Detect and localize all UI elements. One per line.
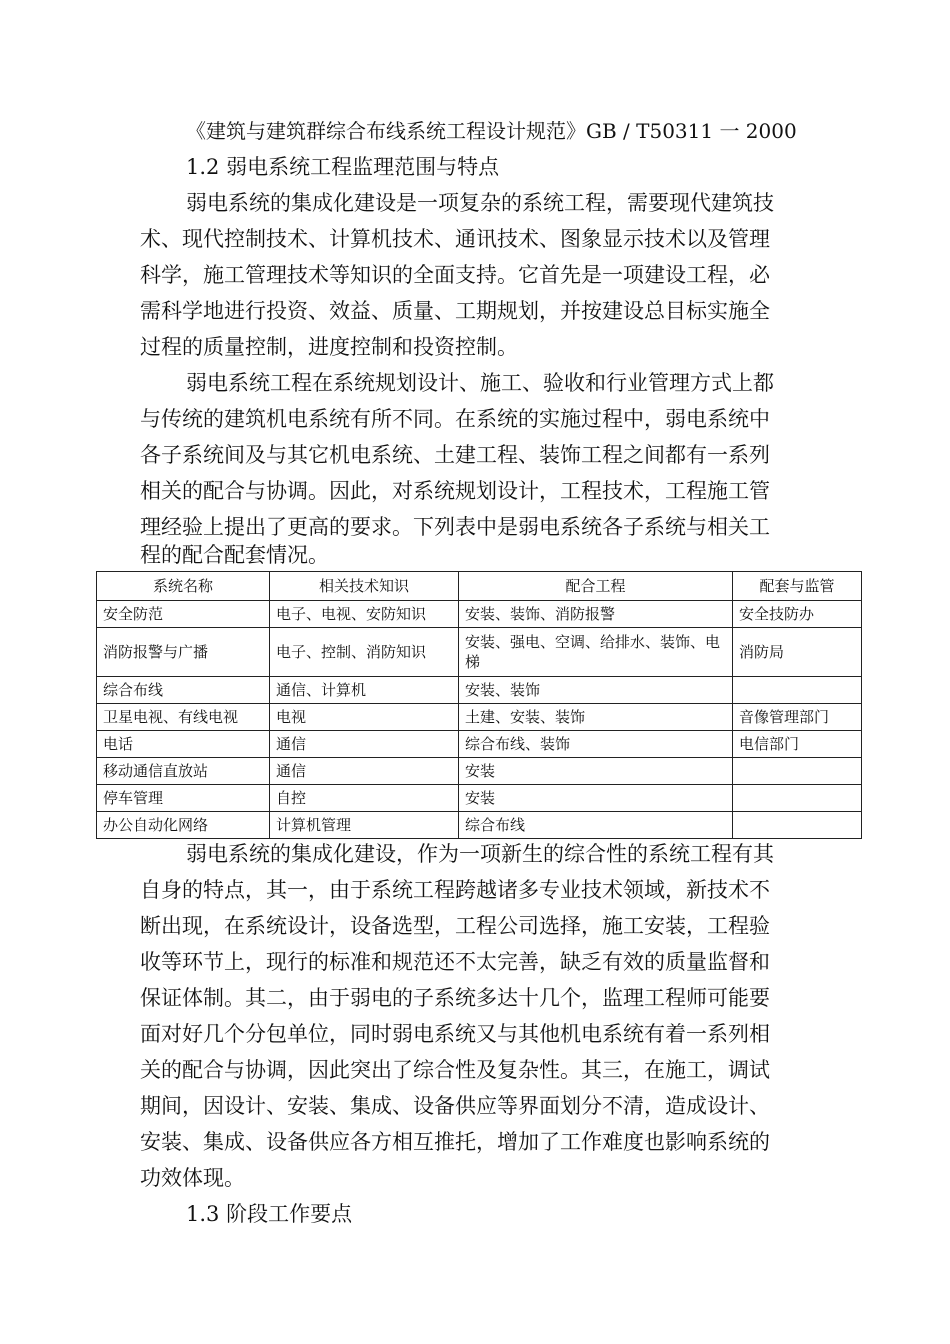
table-cell: 安装、装饰、消防报警 bbox=[459, 601, 733, 628]
table-cell: 安装、装饰 bbox=[459, 677, 733, 704]
table-cell: 综合布线、装饰 bbox=[459, 731, 733, 758]
table-cell: 移动通信直放站 bbox=[97, 758, 270, 785]
table-cell: 安装、强电、空调、给排水、装饰、电梯 bbox=[459, 628, 733, 677]
table-cell: 电视 bbox=[270, 704, 459, 731]
header-system-name: 系统名称 bbox=[97, 572, 270, 601]
paragraph-3-line: 自身的特点，其一，由于系统工程跨越诸多专业技术领域，新技术不 bbox=[140, 878, 770, 902]
paragraph-3-line: 功效体现。 bbox=[140, 1166, 245, 1190]
table-row bbox=[97, 704, 862, 731]
table-cell: 综合布线 bbox=[97, 677, 270, 704]
paragraph-2-line: 各子系统间及与其它机电系统、土建工程、装饰工程之间都有一系列 bbox=[140, 443, 770, 467]
table-row bbox=[97, 731, 862, 758]
paragraph-1-line: 过程的质量控制，进度控制和投资控制。 bbox=[140, 335, 518, 359]
table-row bbox=[97, 601, 862, 628]
table-cell bbox=[733, 758, 862, 785]
table-cell: 电子、控制、消防知识 bbox=[270, 628, 459, 677]
table-row bbox=[97, 758, 862, 785]
table-cell bbox=[733, 785, 862, 812]
table-cell: 综合布线 bbox=[459, 812, 733, 839]
paragraph-1-line: 需科学地进行投资、效益、质量、工期规划，并按建设总目标实施全 bbox=[140, 299, 770, 323]
table-cell: 安全技防办 bbox=[733, 601, 862, 628]
table-row bbox=[97, 785, 862, 812]
table-cell: 音像管理部门 bbox=[733, 704, 862, 731]
table-cell: 电子、电视、安防知识 bbox=[270, 601, 459, 628]
paragraph-3-line: 收等环节上，现行的标准和规范还不太完善，缺乏有效的质量监督和 bbox=[140, 950, 770, 974]
table-cell: 通信 bbox=[270, 731, 459, 758]
paragraph-3-line: 安装、集成、设备供应各方相互推托，增加了工作难度也影响系统的 bbox=[140, 1130, 770, 1154]
paragraph-2-line: 弱电系统工程在系统规划设计、施工、验收和行业管理方式上都 bbox=[186, 371, 774, 395]
table-cell: 消防局 bbox=[733, 628, 862, 677]
section-heading-1-2: 1.2 弱电系统工程监理范围与特点 bbox=[186, 155, 500, 179]
table-cell: 自控 bbox=[270, 785, 459, 812]
section-heading-1-3: 1.3 阶段工作要点 bbox=[186, 1202, 353, 1226]
table-row bbox=[97, 628, 862, 677]
table-cell: 卫星电视、有线电视 bbox=[97, 704, 270, 731]
paragraph-3-line: 断出现，在系统设计，设备选型，工程公司选择，施工安装，工程验 bbox=[140, 914, 770, 938]
table-cell: 土建、安装、装饰 bbox=[459, 704, 733, 731]
table-header-row bbox=[97, 572, 862, 601]
standard-reference: 《建筑与建筑群综合布线系统工程设计规范》GB / T50311 一 2000 bbox=[186, 119, 797, 143]
table-cell: 通信、计算机 bbox=[270, 677, 459, 704]
table-cell: 安装 bbox=[459, 785, 733, 812]
header-related-knowledge: 相关技术知识 bbox=[270, 572, 459, 601]
table-cell bbox=[733, 812, 862, 839]
paragraph-3-line: 期间，因设计、安装、集成、设备供应等界面划分不清，造成设计、 bbox=[140, 1094, 770, 1118]
header-supervision: 配套与监管 bbox=[733, 572, 862, 601]
paragraph-2-line: 相关的配合与协调。因此，对系统规划设计，工程技术，工程施工管 bbox=[140, 479, 770, 503]
paragraph-3-line: 关的配合与协调，因此突出了综合性及复杂性。其三，在施工，调试 bbox=[140, 1058, 770, 1082]
subsystem-coordination-table bbox=[96, 571, 862, 839]
paragraph-1-line: 术、现代控制技术、计算机技术、通讯技术、图象显示技术以及管理 bbox=[140, 227, 770, 251]
table-cell: 电话 bbox=[97, 731, 270, 758]
table-cell: 停车管理 bbox=[97, 785, 270, 812]
table-cell: 办公自动化网络 bbox=[97, 812, 270, 839]
table-cell: 电信部门 bbox=[733, 731, 862, 758]
header-coordinated-works: 配合工程 bbox=[459, 572, 733, 601]
paragraph-1-line: 弱电系统的集成化建设是一项复杂的系统工程，需要现代建筑技 bbox=[186, 191, 774, 215]
table-cell: 通信 bbox=[270, 758, 459, 785]
paragraph-2-line: 理经验上提出了更高的要求。下列表中是弱电系统各子系统与相关工 bbox=[140, 515, 770, 539]
table-cell: 消防报警与广播 bbox=[97, 628, 270, 677]
paragraph-3-line: 保证体制。其二，由于弱电的子系统多达十几个，监理工程师可能要 bbox=[140, 986, 770, 1010]
table-row bbox=[97, 677, 862, 704]
paragraph-3-line: 面对好几个分包单位，同时弱电系统又与其他机电系统有着一系列相 bbox=[140, 1022, 770, 1046]
table-cell: 安全防范 bbox=[97, 601, 270, 628]
table-cell: 计算机管理 bbox=[270, 812, 459, 839]
paragraph-3-line: 弱电系统的集成化建设，作为一项新生的综合性的系统工程有其 bbox=[186, 842, 774, 866]
paragraph-2-line: 程的配合配套情况。 bbox=[140, 543, 329, 567]
table-row bbox=[97, 812, 862, 839]
table-cell: 安装 bbox=[459, 758, 733, 785]
paragraph-1-line: 科学，施工管理技术等知识的全面支持。它首先是一项建设工程，必 bbox=[140, 263, 770, 287]
table-cell bbox=[733, 677, 862, 704]
paragraph-2-line: 与传统的建筑机电系统有所不同。在系统的实施过程中，弱电系统中 bbox=[140, 407, 770, 431]
